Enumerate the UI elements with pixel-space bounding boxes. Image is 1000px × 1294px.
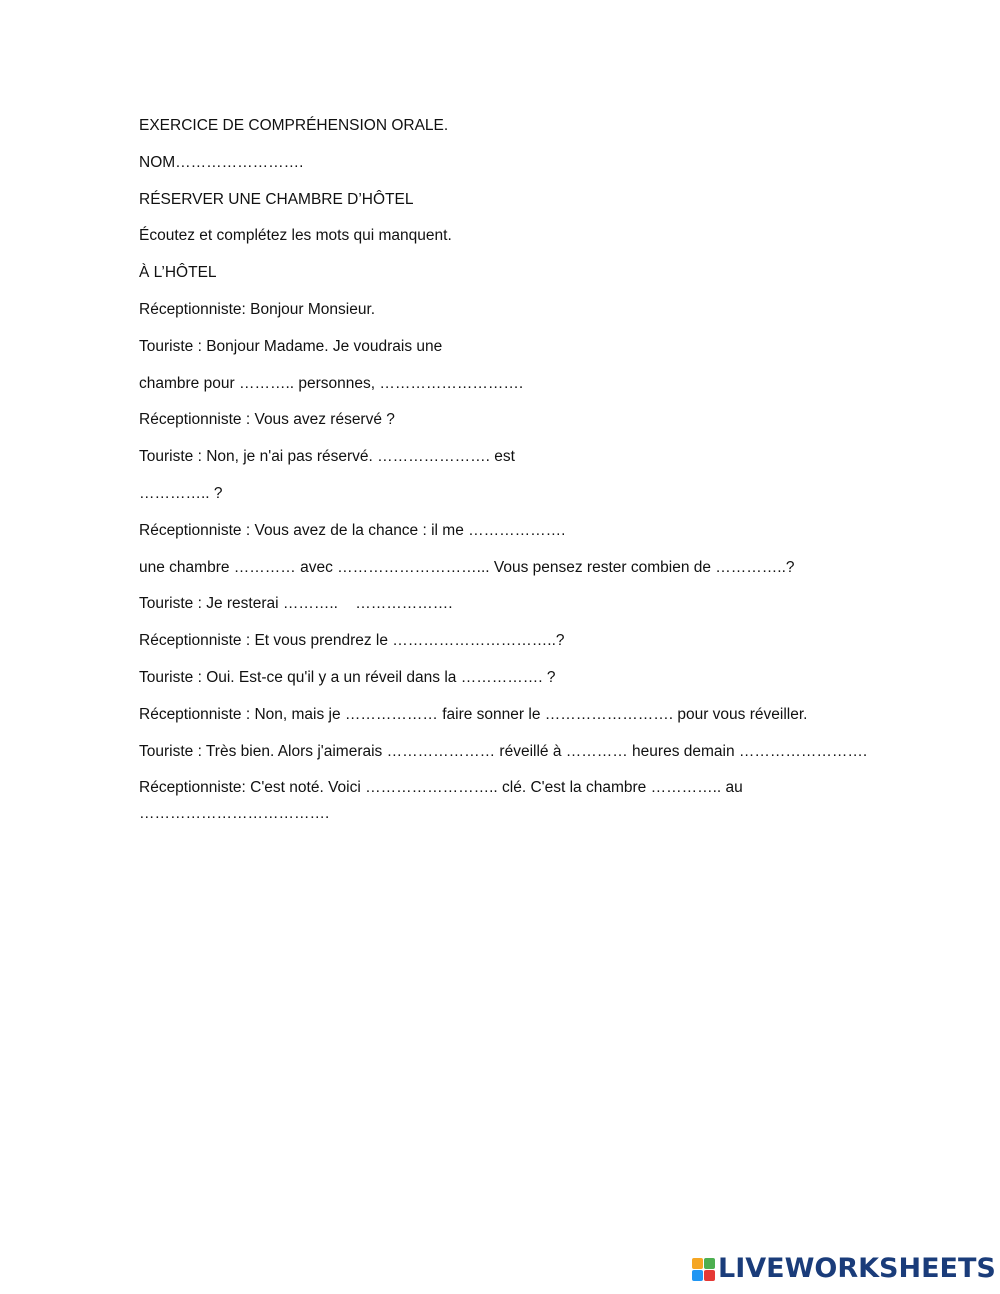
dialogue-line: ………………………………. [139,805,330,823]
liveworksheets-logo [692,1254,996,1284]
dialogue-line: Touriste : Oui. Est-ce qu'il y a un réveil dans la ……………. ? [139,668,556,686]
dialogue-line: Touriste : Très bien. Alors j'aimerais ………………… réveillé à ………… heures demain ……………………. [139,742,868,760]
dialogue-line: une chambre ………… avec ………………………... Vous pensez rester combien de …………..? [139,558,795,576]
name-field-line: NOM……………………. [139,153,304,171]
dialogue-heading: À L’HÔTEL [139,264,217,282]
logo-tile-icon [704,1270,715,1281]
dialogue-line: Réceptionniste: C'est noté. Voici …………………….. clé. C'est la chambre ………….. au [139,779,743,797]
dialogue-line: Touriste : Bonjour Madame. Je voudrais une [139,337,443,355]
logo-tile-icon [692,1258,703,1269]
dialogue-line: Réceptionniste : Et vous prendrez le …………………………..? [139,632,565,650]
dialogue-line: Réceptionniste : Vous avez réservé ? [139,411,395,429]
dialogue-line: Touriste : Je resterai ……….. ………………. [139,595,453,613]
logo-text: LIVEWORKSHEETS [718,1253,996,1284]
logo-tile-icon [692,1270,703,1281]
logo-tiles-icon [692,1258,715,1281]
dialogue-line: Réceptionniste : Vous avez de la chance : il me ………………. [139,521,566,539]
dialogue-line: chambre pour ……….. personnes, ………………………. [139,374,524,392]
exercise-title: EXERCICE DE COMPRÉHENSION ORALE. [139,117,449,134]
dialogue-line: Touriste : Non, je n'ai pas réservé. …………………. est [139,448,515,466]
dialogue-line: Réceptionniste : Non, mais je ……………… faire sonner le ……………………. pour vous réveiller. [139,705,808,723]
logo-tile-icon [704,1258,715,1269]
dialogue-line: ………….. ? [139,484,223,502]
worksheet-content [139,116,879,841]
section-title: RÉSERVER UNE CHAMBRE D’HÔTEL [139,190,414,208]
dialogue-line: Réceptionniste: Bonjour Monsieur. [139,300,376,318]
instructions: Écoutez et complétez les mots qui manquent. [139,227,452,245]
